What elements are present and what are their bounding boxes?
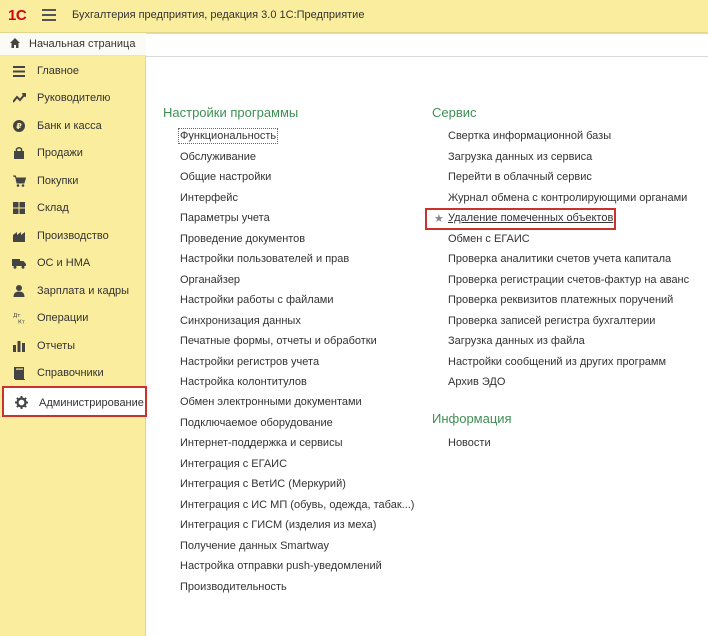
sidebar-item-payroll[interactable] — [0, 278, 146, 304]
settings-link[interactable]: Интернет-поддержка и сервисы — [180, 437, 343, 449]
favorite-star-icon[interactable]: ★ — [434, 213, 444, 225]
sidebar-item-label: Банк и касса — [37, 120, 102, 132]
sidebar-item-label: Руководителю — [37, 92, 111, 104]
coin-icon — [12, 119, 26, 133]
svg-text:Кт: Кт — [17, 319, 25, 324]
bar-chart-icon — [12, 339, 26, 353]
sidebar-item-administration[interactable] — [2, 386, 147, 417]
settings-link-functionality[interactable]: Функциональность — [180, 130, 277, 142]
settings-link[interactable]: Органайзер — [180, 274, 241, 286]
settings-link[interactable]: Настройки регистров учета — [180, 356, 320, 368]
service-link[interactable]: Обмен с ЕГАИС — [448, 233, 530, 245]
person-icon — [12, 284, 26, 298]
home-page-label: Начальная страница — [29, 38, 136, 50]
hamburger-menu-icon[interactable] — [42, 9, 56, 21]
sidebar-item-warehouse[interactable] — [0, 195, 146, 221]
warehouse-icon — [12, 201, 26, 215]
tab-strip-top — [146, 33, 708, 34]
sidebar-item-sales[interactable] — [0, 140, 146, 166]
service-link[interactable]: Загрузка данных из сервиса — [448, 151, 593, 163]
svg-text:₽: ₽ — [16, 122, 22, 131]
settings-link[interactable]: Параметры учета — [180, 212, 270, 224]
gear-icon — [14, 395, 28, 409]
settings-link[interactable]: Интеграция с ВетИС (Меркурий) — [180, 478, 346, 490]
service-link[interactable]: Проверка регистрации счетов-фактур на аванс — [448, 274, 690, 286]
sidebar-item-operations[interactable] — [0, 305, 146, 331]
sidebar-item-production[interactable] — [0, 223, 146, 249]
sidebar-item-label: Операции — [37, 312, 89, 324]
sidebar-item-label: Покупки — [37, 175, 79, 187]
sidebar-item-assets[interactable] — [0, 250, 146, 276]
list-icon — [12, 64, 26, 78]
settings-link[interactable]: Обслуживание — [180, 151, 256, 163]
sidebar — [0, 56, 146, 636]
info-section-title: Информация — [432, 411, 512, 426]
sidebar-item-reports[interactable] — [0, 333, 146, 359]
service-link[interactable]: Проверка реквизитов платежных поручений — [448, 294, 674, 306]
settings-link[interactable]: Интеграция с ИС МП (обувь, одежда, табак...) — [180, 499, 415, 511]
settings-link[interactable]: Проведение документов — [180, 233, 306, 245]
service-link[interactable]: Проверка аналитики счетов учета капитала — [448, 253, 672, 265]
settings-link[interactable]: Интерфейс — [180, 192, 238, 204]
sidebar-item-purchases[interactable] — [0, 168, 146, 194]
dt-kt-icon — [12, 311, 26, 325]
service-link[interactable]: Журнал обмена с контролирующими органами — [448, 192, 688, 204]
settings-link[interactable]: Производительность — [180, 581, 287, 593]
settings-link[interactable]: Синхронизация данных — [180, 315, 301, 327]
settings-link[interactable]: Настройки пользователей и прав — [180, 253, 350, 265]
settings-section-title: Настройки программы — [163, 105, 299, 120]
service-link-delete-marked[interactable]: Удаление помеченных объектов — [448, 212, 614, 224]
settings-link[interactable]: Настройка колонтитулов — [180, 376, 307, 388]
service-section-title: Сервис — [432, 105, 477, 120]
sidebar-item-label: Главное — [37, 65, 80, 77]
sidebar-item-bank[interactable] — [0, 113, 146, 139]
settings-link[interactable]: Обмен электронными документами — [180, 396, 362, 408]
settings-link[interactable]: Настройка отправки push-уведомлений — [180, 560, 382, 572]
sidebar-item-references[interactable] — [0, 360, 146, 386]
sidebar-item-manager[interactable] — [0, 85, 146, 111]
trend-icon — [12, 91, 26, 105]
top-bar — [0, 0, 708, 33]
book-icon — [12, 366, 26, 380]
factory-icon — [12, 229, 26, 243]
sidebar-item-label: Производство — [37, 230, 109, 242]
info-link-news[interactable]: Новости — [448, 437, 491, 449]
cart-icon — [12, 174, 26, 188]
service-link[interactable]: Архив ЭДО — [448, 376, 506, 388]
service-link[interactable]: Настройки сообщений из других программ — [448, 356, 667, 368]
settings-link[interactable]: Печатные формы, отчеты и обработки — [180, 335, 377, 347]
settings-link[interactable]: Получение данных Smartway — [180, 540, 329, 552]
settings-link[interactable]: Интеграция с ЕГАИС — [180, 458, 288, 470]
bag-icon — [12, 146, 26, 160]
service-link[interactable]: Перейти в облачный сервис — [448, 171, 592, 183]
home-icon — [9, 37, 21, 52]
1c-logo: 1С — [8, 7, 27, 24]
sidebar-item-main[interactable] — [0, 58, 146, 84]
svg-text:Дт: Дт — [12, 313, 21, 319]
service-link[interactable]: Загрузка данных из файла — [448, 335, 585, 347]
app-title: Бухгалтерия предприятия, редакция 3.0 1С:Предприятие — [72, 9, 365, 21]
sidebar-item-label: Продажи — [37, 147, 83, 159]
settings-link[interactable]: Общие настройки — [180, 171, 272, 183]
service-link[interactable]: Свертка информационной базы — [448, 130, 612, 142]
settings-link[interactable]: Подключаемое оборудование — [180, 417, 333, 429]
home-page-link[interactable] — [0, 33, 146, 56]
settings-link[interactable]: Настройки работы с файлами — [180, 294, 334, 306]
service-link[interactable]: Проверка записей регистра бухгалтерии — [448, 315, 656, 327]
sidebar-item-label: Отчеты — [37, 340, 76, 352]
sidebar-item-label: Администрирование — [39, 397, 144, 409]
truck-icon — [12, 256, 26, 270]
sidebar-item-label: Склад — [37, 202, 69, 214]
sidebar-item-label: ОС и НМА — [37, 257, 91, 269]
tab-strip-divider — [146, 56, 708, 57]
settings-link[interactable]: Интеграция с ГИСМ (изделия из меха) — [180, 519, 377, 531]
sidebar-item-label: Справочники — [37, 367, 104, 379]
sidebar-item-label: Зарплата и кадры — [37, 285, 130, 297]
